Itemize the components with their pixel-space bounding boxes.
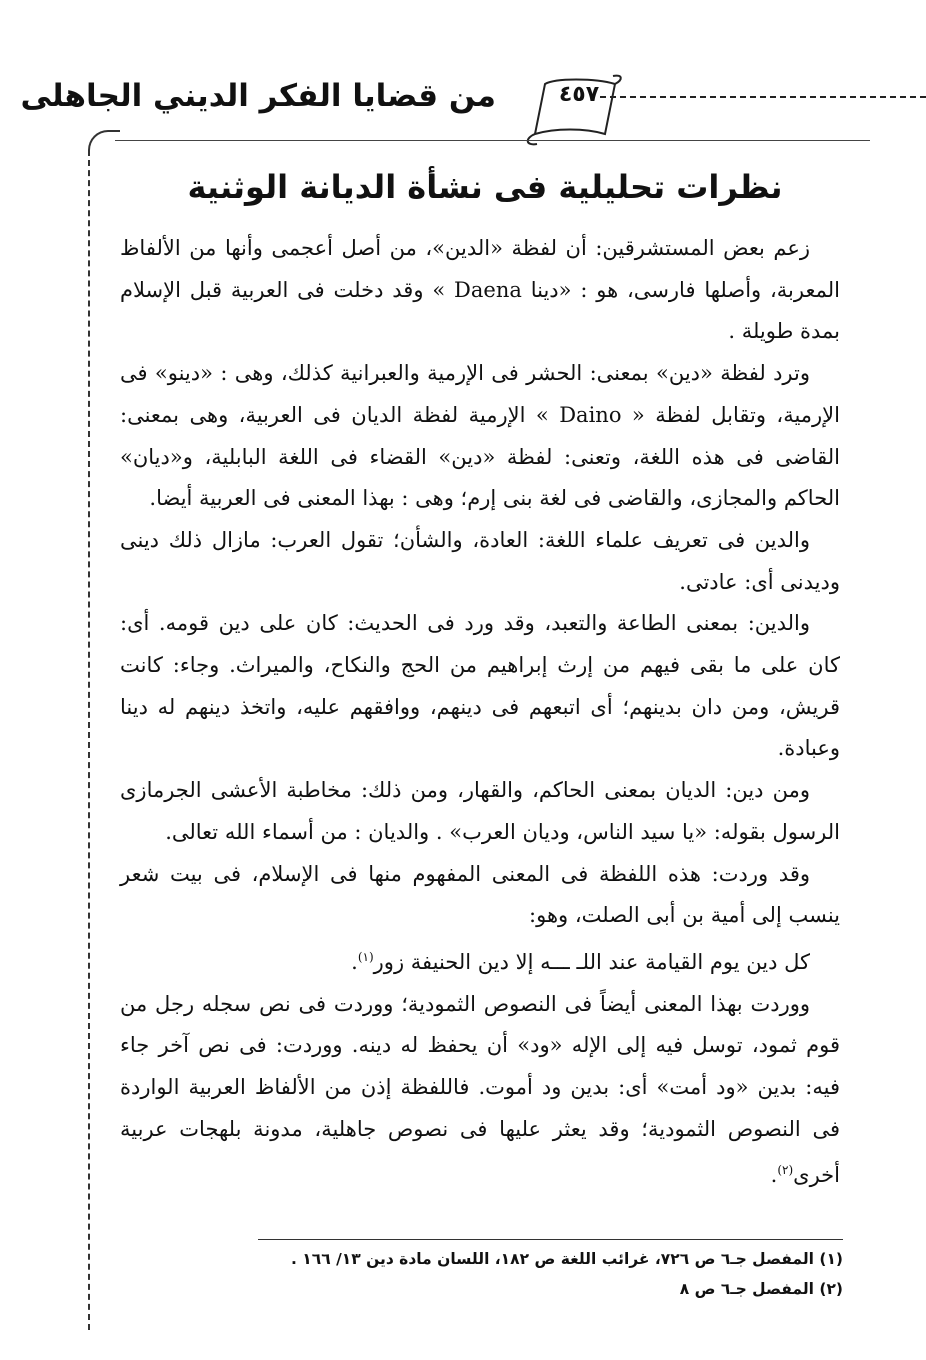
header-dashed-rule [600,96,926,98]
running-head: من قضايا الفكر الديني الجاهلى [20,78,496,114]
footnote-marker[interactable]: (١) [357,949,374,964]
paragraph: والدين فى تعريف علماء اللغة: العادة، والشأن؛ تقول العرب: مازال ذلك دينى وديدنى أى: عادتى. [120,527,840,594]
body-text [120,228,840,1197]
latin-term: Daena [454,277,522,302]
paragraph: ومن دين: الديان بمعنى الحاكم، والقهار، ومن ذلك: مخاطبة الأعشى الجرمازى الرسول بقوله: «يا سيد الناس، وديان العرب» . والديان : من أسماء الله تعالى. [120,778,840,844]
footnote-marker[interactable]: (٢) [777,1163,794,1178]
poetry-verse: كل دين يوم القيامة عند اللـ ـــه إلا دين الحنيفة زور$^{(١)}$. [351,949,810,974]
paragraph: زعم بعض المستشرقين: أن لفظة «الدين»، من أصل أعجمى وأنها من الألفاظ المعربة، وأصلها فارسى، هو : «دينا Daena » وقد دخلت فى العربية قبل الإسلام بمدة طويلة . [120,236,840,344]
paragraph: والدين: بمعنى الطاعة والتعبد، وقد ورد فى الحديث: كان على دين قومه. أى: كان على ما بقى فيهم من إرث إبراهيم من الحج والنكاح، والميراث. وجاء: كانت قريش، ومن دان بدينهم؛ أى اتبعهم فى دينهم، ووافقهم عليه، واتخذ دينهم له دينا وعبادة. [120,611,840,761]
footnote: (٢) المفصل جـ٦ ص ٨ [679,1280,843,1298]
page-number: ٤٥٧ [558,82,600,107]
frame-top-rule [115,140,870,141]
footnotes [220,1244,843,1304]
paragraph: ووردت بهذا المعنى أيضاً فى النصوص الثمودية؛ ووردت فى نص سجله رجل من قوم ثمود، توسل فيه إلى الإله «ود» أن يحفظ له دينه. ووردت: فى نص آخر جاء فيه: بدين «ود أمت» أى: بدين ود أموت. فاللفظة إذن من الألفاظ العربية الواردة فى النصوص الثمودية؛ وقد يعثر عليها فى نصوص جاهلية، مدونة بلهجات عربية أخرى$^{(٢)}$. [120,991,840,1188]
frame-left-dashed-rule [88,150,90,1330]
paragraph: وترد لفظة «دين» بمعنى: الحشر فى الإرمية والعبرانية كذلك، وهى : «دينو» فى الإرمية، وتقابل لفظة « Daino » الإرمية لفظة الديان فى العربية، وهى بمعنى: القاضى فى هذه اللغة، وتعنى: لفظة «دين» القضاء فى اللغة البابلية، و«ديان» الحاكم والمجازى، والقاضى فى لغة بنى إرم؛ وهى : بهذا المعنى فى العربية أيضا. [120,361,840,511]
footnote-separator [258,1239,843,1240]
section-title: نظرات تحليلية فى نشأة الديانة الوثنية [187,168,783,206]
footnote: (١) المفصل جـ٦ ص ٧٢٦، غرائب اللغة ص ١٨٢، اللسان مادة دين ١٣/ ١٦٦ . [291,1250,843,1268]
frame-corner [88,130,120,156]
latin-term: Daino [559,402,622,427]
paragraph: وقد وردت: هذه اللفظة فى المعنى المفهوم منها فى الإسلام، فى بيت شعر ينسب إلى أمية بن أبى الصلت، وهو: [120,861,840,928]
